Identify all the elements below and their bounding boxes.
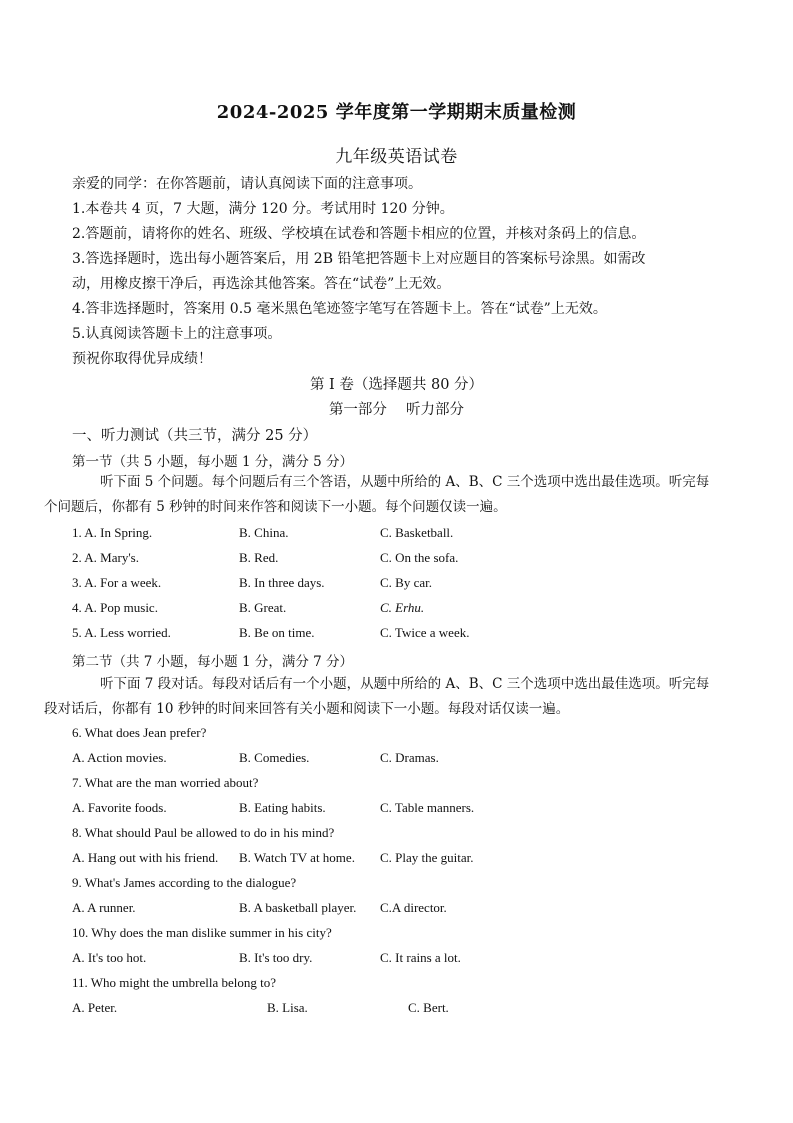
question-row xyxy=(0,525,793,545)
option-b: B. Be on time. xyxy=(239,625,315,640)
part1-instr-line-1: 听下面 5 个问题。每个问题后有三个答语，从题中所给的 A、B、C 三个选项中选出最佳选项。听完每 xyxy=(100,474,710,490)
part1-heading: 第一节（共 5 小题，每小题 1 分，满分 5 分） xyxy=(72,454,354,470)
option-b: B. Great. xyxy=(239,600,287,615)
option-c: C. Dramas. xyxy=(380,750,439,765)
notice-wish: 预祝你取得优异成绩！ xyxy=(72,351,212,367)
option-a: A. Action movies. xyxy=(72,750,167,765)
question-text: 9. What's James according to the dialogue? xyxy=(72,875,297,890)
option-a: A. Favorite foods. xyxy=(72,800,167,815)
option-b: B. Watch TV at home. xyxy=(239,850,355,865)
question-stem xyxy=(0,925,793,945)
section-heading: 一、听力测试（共三节，满分 25 分） xyxy=(72,428,318,444)
notice-item-3b: 动，用橡皮擦干净后，再选涂其他答案。答在“试卷”上无效。 xyxy=(72,276,451,292)
notice-item-3a: 3.答选择题时，选出每小题答案后，用 2B 铅笔把答题卡上对应题目的答案标号涂黑。如需改 xyxy=(72,251,646,267)
question-row xyxy=(0,850,793,870)
option-b: B. Red. xyxy=(239,550,279,565)
part-title: 第一部分 听力部分 xyxy=(328,402,465,418)
option-c: C. Play the guitar. xyxy=(380,850,474,865)
question-stem xyxy=(0,825,793,845)
notice-item-5: 5.认真阅读答题卡上的注意事项。 xyxy=(72,326,282,342)
notice-item-2: 2.答题前，请将你的姓名、班级、学校填在试卷和答题卡相应的位置，并核对条码上的信息。 xyxy=(72,226,646,242)
question-row xyxy=(0,1000,793,1020)
option-c: C. Table manners. xyxy=(380,800,475,815)
exam-title: 2024-2025 学年度第一学期期末质量检测 xyxy=(216,102,577,123)
part1-instr-line-2: 个问题后，你都有 5 秒钟的时间来作答和阅读下一小题。每个问题仅读一遍。 xyxy=(44,499,507,515)
option-c: C. Erhu. xyxy=(380,600,425,615)
question-row xyxy=(0,900,793,920)
option-c: C. By car. xyxy=(380,575,432,590)
question-row xyxy=(0,750,793,770)
option-b: B. China. xyxy=(239,525,289,540)
option-c: C. Basketball. xyxy=(380,525,454,540)
question-stem xyxy=(0,975,793,995)
option-b: B. Comedies. xyxy=(239,750,310,765)
option-a: A. A runner. xyxy=(72,900,136,915)
option-c: C.A director. xyxy=(380,900,447,915)
question-text: 6. What does Jean prefer? xyxy=(72,725,207,740)
question-row xyxy=(0,950,793,970)
question-text: 10. Why does the man dislike summer in his city? xyxy=(72,925,332,940)
option-c: C. On the sofa. xyxy=(380,550,459,565)
option-c: C. Bert. xyxy=(408,1000,449,1015)
option-a: 3. A. For a week. xyxy=(72,575,162,590)
option-a: A. It's too hot. xyxy=(72,950,147,965)
question-stem xyxy=(0,725,793,745)
notice-intro: 亲爱的同学：在你答题前，请认真阅读下面的注意事项。 xyxy=(72,176,422,192)
notice-item-1: 1.本卷共 4 页，7 大题，满分 120 分。考试用时 120 分钟。 xyxy=(72,201,454,217)
question-stem xyxy=(0,775,793,795)
option-b: B. A basketball player. xyxy=(239,900,357,915)
option-c: C. Twice a week. xyxy=(380,625,470,640)
question-row xyxy=(0,600,793,620)
question-text: 8. What should Paul be allowed to do in his mind? xyxy=(72,825,335,840)
question-text: 11. Who might the umbrella belong to? xyxy=(72,975,276,990)
option-a: 2. A. Mary's. xyxy=(72,550,139,565)
option-c: C. It rains a lot. xyxy=(380,950,461,965)
exam-subtitle: 九年级英语试卷 xyxy=(335,147,458,167)
notice-block xyxy=(72,172,732,372)
part2-instructions xyxy=(44,672,724,722)
option-b: B. In three days. xyxy=(239,575,325,590)
part2-instr-line-1: 听下面 7 段对话。每段对话后有一个小题，从题中所给的 A、B、C 三个选项中选出最佳选项。听完每 xyxy=(100,676,710,692)
option-b: B. Lisa. xyxy=(267,1000,308,1015)
option-a: 1. A. In Spring. xyxy=(72,525,153,540)
question-stem xyxy=(0,875,793,895)
part1-instructions xyxy=(44,470,724,520)
notice-item-4: 4.答非选择题时，答案用 0.5 毫米黑色笔迹签字笔写在答题卡上。答在“试卷”上无效。 xyxy=(72,301,607,317)
volume-title: 第 I 卷（选择题共 80 分） xyxy=(309,377,484,393)
question-row xyxy=(0,575,793,595)
option-a: 5. A. Less worried. xyxy=(72,625,171,640)
option-b: B. Eating habits. xyxy=(239,800,326,815)
option-a: 4. A. Pop music. xyxy=(72,600,158,615)
question-row xyxy=(0,625,793,645)
option-b: B. It's too dry. xyxy=(239,950,313,965)
part2-instr-line-2: 段对话后，你都有 10 秒钟的时间来回答有关小题和阅读下一小题。每段对话仅读一遍。 xyxy=(44,701,570,717)
option-a: A. Hang out with his friend. xyxy=(72,850,219,865)
question-row xyxy=(0,550,793,570)
option-a: A. Peter. xyxy=(72,1000,118,1015)
question-text: 7. What are the man worried about? xyxy=(72,775,259,790)
question-row xyxy=(0,800,793,820)
part2-heading: 第二节（共 7 小题，每小题 1 分，满分 7 分） xyxy=(72,654,354,670)
